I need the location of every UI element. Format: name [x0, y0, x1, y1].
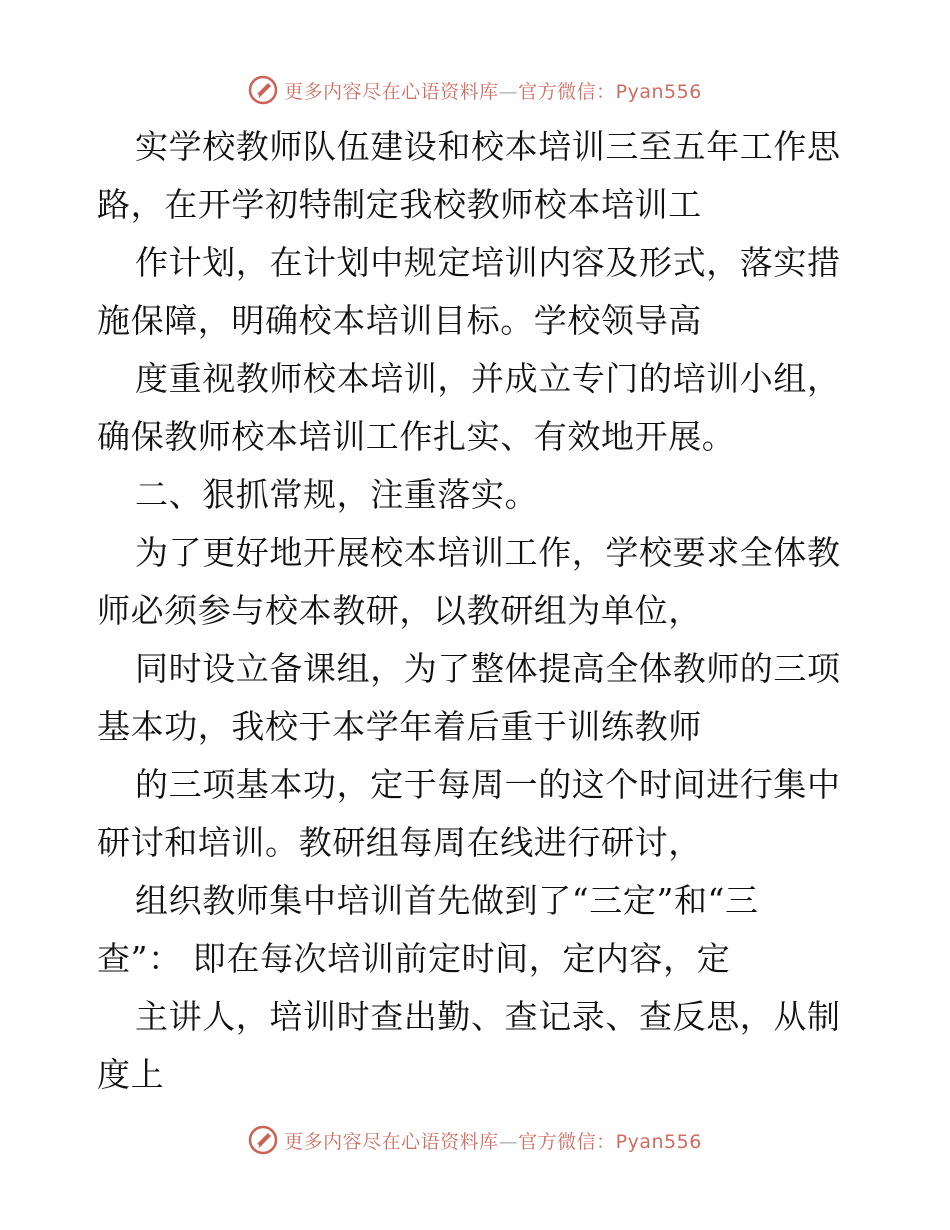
text-line: 路，在开学初特制定我校教师校本培训工: [97, 185, 702, 224]
text-line: 实学校教师队伍建设和校本培训三至五年工作思: [135, 127, 841, 166]
watermark-text: [284, 77, 702, 104]
text-line: 组织教师集中培训首先做到了“三定”和“三: [135, 881, 759, 920]
header-watermark: [0, 70, 950, 110]
watermark-title: 更多内容尽在心语资料库: [284, 1130, 499, 1153]
text-line: 基本功，我校于本学年着后重于训练教师: [97, 707, 702, 746]
watermark-text: [284, 1127, 702, 1154]
document-body: [97, 118, 857, 1104]
text-line: 确保教师校本培训工作扎实、有效地开展。: [97, 417, 736, 456]
text-line: 度上: [97, 1055, 165, 1094]
text-line: 施保障，明确校本培训目标。学校领导高: [97, 301, 702, 340]
text-line: 研讨和培训。教研组每周在线进行研讨，: [97, 823, 702, 862]
text-line: 为了更好地开展校本培训工作，学校要求全体教: [135, 533, 841, 572]
watermark-dash: —: [498, 1130, 519, 1153]
watermark-contact: 官方微信：Pyan556: [518, 1130, 702, 1153]
text-line: 主讲人，培训时查出勤、查记录、查反思，从制: [135, 997, 841, 1036]
watermark-title: 更多内容尽在心语资料库: [284, 80, 499, 103]
text-line: 二、狠抓常规，注重落实。: [135, 475, 539, 514]
watermark-dash: —: [498, 80, 519, 103]
logo-icon: [248, 1125, 278, 1155]
text-line: 的三项基本功，定于每周一的这个时间进行集中: [135, 765, 841, 804]
watermark-contact: 官方微信：Pyan556: [518, 80, 702, 103]
text-line: 度重视教师校本培训，并成立专门的培训小组，: [135, 359, 841, 398]
text-line: 作计划，在计划中规定培训内容及形式，落实措: [135, 243, 841, 282]
text-line: 师必须参与校本教研，以教研组为单位，: [97, 591, 702, 630]
footer-watermark: [0, 1120, 950, 1160]
logo-icon: [248, 75, 278, 105]
text-line: 同时设立备课组，为了整体提高全体教师的三项: [135, 649, 841, 688]
text-line: 查”： 即在每次培训前定时间，定内容，定: [97, 939, 731, 978]
